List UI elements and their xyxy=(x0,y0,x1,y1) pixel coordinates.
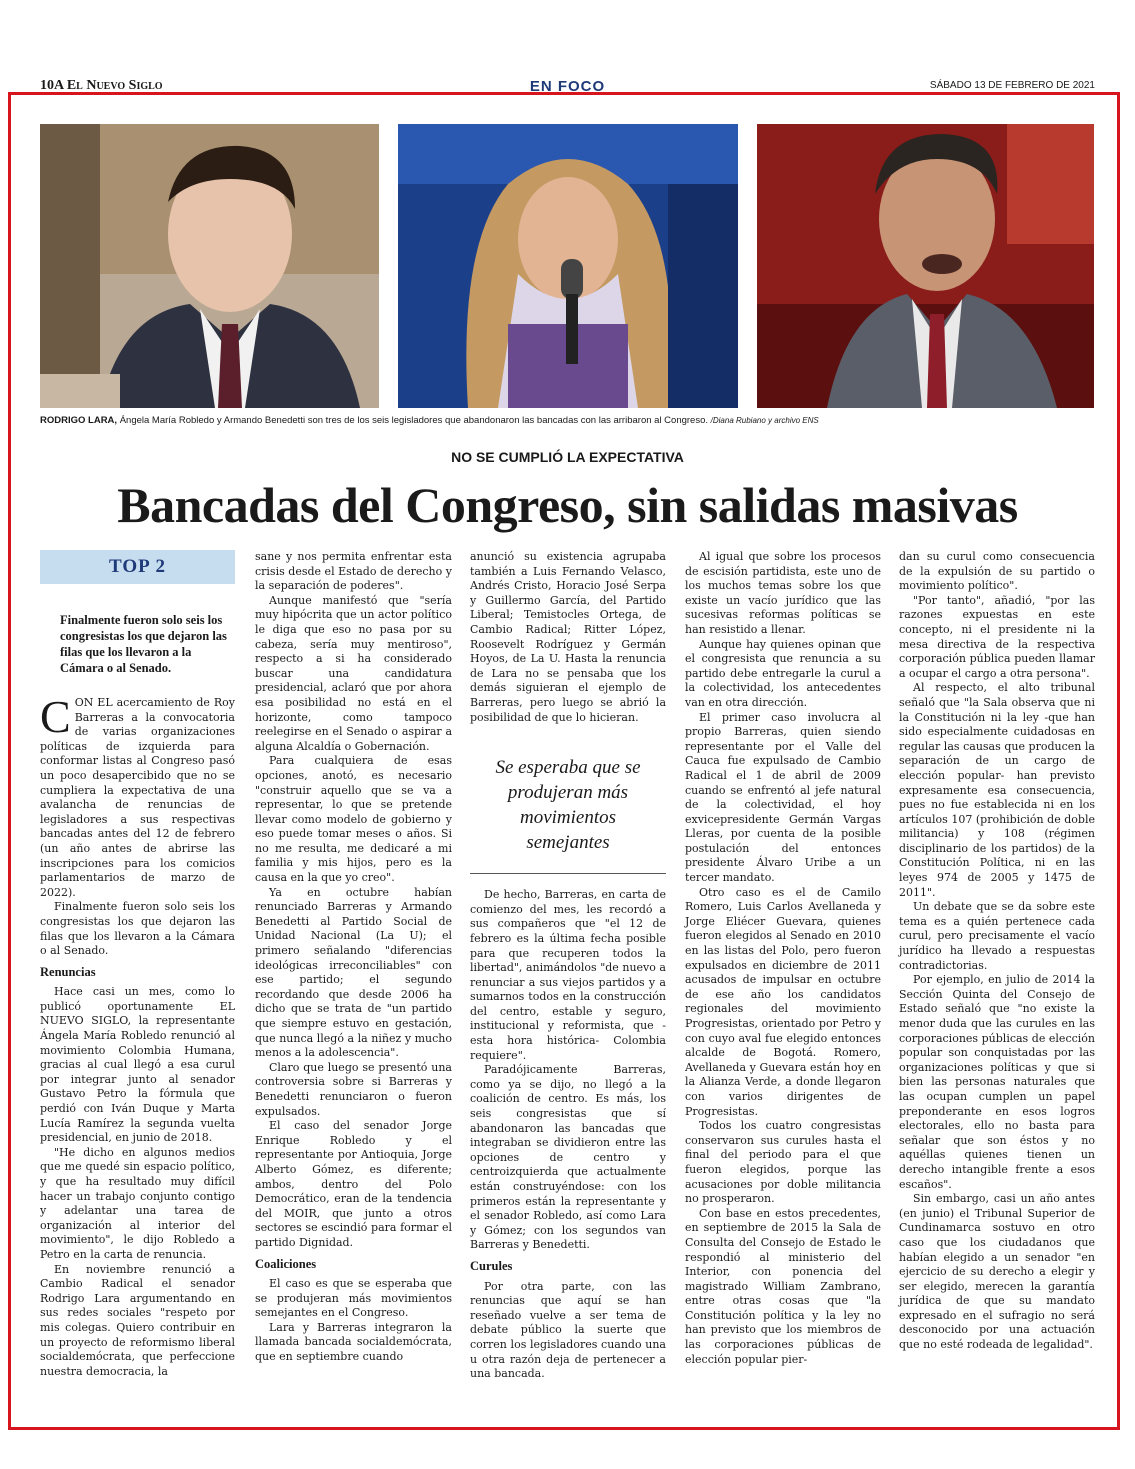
page-number: 10A xyxy=(40,78,64,93)
subhead-coaliciones: Coaliciones xyxy=(255,1256,317,1271)
paragraph: Paradójicamente Barreras, como ya se dijo, no llegó a la coalición de centro. Es más, los seis congresistas que sí abandonaron las bancadas que integraban se dividieron entre las opciones de centro y centroizquierda que actualmente están construyéndose: con los primeros están la representante y el senador Robledo, así como Lara y Gómez; con los segundos van Barreras y Benedetti. xyxy=(470,1063,666,1252)
photo-caption xyxy=(40,415,1100,426)
paragraph: Finalmente fueron solo seis los congresistas los que dejaron las filas que los llevaron a la Cámara o al Senado. xyxy=(40,900,235,958)
lede: Finalmente fueron solo seis los congresistas los que dejaron las filas que los llevaron a la Cámara o al Senado. xyxy=(60,613,227,675)
paragraph: Lara y Barreras integraron la llamada bancada socialdemócrata, que en septiembre cuando xyxy=(255,1320,452,1364)
paragraph: Al igual que sobre los procesos de escisión partidista, este uno de los muchos temas sobre los que existe un vacío jurídico que las sucesivas reformas políticas se han resistido a llenar. xyxy=(685,550,881,636)
caption-lead: RODRIGO LARA, xyxy=(40,415,118,426)
caption-credit: /Diana Rubiano y archivo ENS xyxy=(710,416,819,425)
paragraph: Hace casi un mes, como lo publicó oportunamente EL NUEVO SIGLO, la representante Ángela María Robledo renunció al movimiento Colombia Humana, gracias al cual llegó a esa curul por integrar junto al senador Gustavo Petro la fórmula que perdió con Iván Duque y Marta Lucía Ramírez la segunda vuelta presidencial, en junio de 2018. xyxy=(40,985,235,1145)
paragraph: "Por tanto", añadió, "por las razones expuestas en este concepto, ni el presidente ni la mesa directiva de la respectiva corporación pública pueden llamar a ocupar el cargo a otra persona". xyxy=(899,593,1095,680)
paragraph: dan su curul como consecuencia de la expulsión de su partido o movimiento político". xyxy=(899,550,1095,593)
dropcap: C xyxy=(40,691,71,742)
pull-quote: Se esperaba que se produjeran más movimientos semejantes xyxy=(470,737,666,874)
paragraph: Aunque manifestó que "sería muy hipócrita que un actor político le diga que eso no pasa por su cabeza, sería muy mentiroso", respecto a si ha considerado buscar una candidatura presidencial, aclaró que por ahora esa posibilidad no está en el horizonte, como tampoco reelegirse en el Senado o aspirar a alguna Alcaldía o Gobernación. xyxy=(255,593,452,753)
paragraph: anunció su existencia agrupaba también a Luis Fernando Velasco, Andrés Cristo, Horacio José Serpa y Guillermo García, del Partido Liberal; Temistocles Ortega, de Cambio Radical; Ritter López, Roosevelt Rodríguez y Germán Hoyos, de La U. Hasta la renuncia de Lara no se pensaba que los demás siguieran el ejemplo de Barreras, pero luego se abrió la posibilidad de que lo hicieran. xyxy=(470,550,666,724)
paragraph: De hecho, Barreras, en carta de comienzo del mes, les recordó a sus compañeros que "el 12 de febrero es la última fecha posible para que recuperen todos la libertad", animándolos "de nuevo a renunciar a sus viejos partidos y a sumarnos todos en la construcción del centro, estable y seguro, institucional y reformista, que -esta hora histórica- Colombia requiere". xyxy=(470,888,666,1062)
paragraph: Claro que luego se presentó una controversia sobre si Barreras y Benedetti renunciaron o fueron expulsados. xyxy=(255,1060,452,1118)
top-2-badge: TOP 2 xyxy=(40,550,235,584)
subhead-curules: Curules xyxy=(470,1258,513,1273)
paragraph: Al respecto, el alto tribunal señaló que "la Sala observa que ni la Constitución ni la ley -que han sido especialmente cuidadosas en regular las causas que producen la separación de un cargo de elección popular- han previsto expresamente esa consecuencia, pues no fue establecida ni en los artículos 107 (prohibición de doble militancia) y 108 (régimen disciplinario de los partidos) de la Constitución Política, ni en las leyes 974 de 2005 y 1475 de 2011". xyxy=(899,681,1095,899)
paragraph: "He dicho en algunos medios que me quedé sin espacio político, y que ha resultado muy difícil hacer un trabajo conjunto contigo y adelantar una tarea de organización al interior del movimiento", le dijo Robledo a Petro en la carta de renuncia. xyxy=(40,1145,235,1261)
column-5 xyxy=(899,550,1095,1353)
column-3 xyxy=(470,550,666,1382)
newspaper-name: El Nuevo Siglo xyxy=(66,78,163,93)
paragraph: Para cualquiera de esas opciones, anotó, es necesario "construir aquello que se va a representar, lo que se pretende llevar como modelo de gobierno y eso puede tomar meses o años. Si no me resulta, me dedicaré a mi familia y mis hijos, pero es la causa en la que yo creo". xyxy=(255,754,452,885)
paragraph: El caso es que se esperaba que se produjeran más movimientos semejantes en el Congreso. xyxy=(255,1277,452,1320)
intro-caps: ON EL xyxy=(74,696,113,709)
kicker: NO SE CUMPLIÓ LA EXPECTATIVA xyxy=(451,449,684,465)
paragraph: Ya en octubre habían renunciado Barreras y Armando Benedetti al Partido Social de Unidad Nacional (La U); el primero señalando "diferencias ideológicas irreconciliables" con ese partido; el segundo recordando que desde 2006 ha dicho que se trata de "un partido que siempre estuvo en gestación, que nunca llegó a la niñez y mucho menos a la adolescencia". xyxy=(255,885,452,1060)
paragraph: Un debate que se da sobre este tema es a quién pertenece cada curul, pero precisamente el vacío jurídico ha llevado a respuestas contradictorias. xyxy=(899,900,1095,972)
photo-angela-maria-robledo xyxy=(398,124,738,408)
paragraph: CON EL acercamiento de Roy Barreras a la convocatoria de varias organizaciones políticas de izquierda para conformar listas al Congreso pasó un poco desapercibido que no se cumpliera la expectativa de una avalancha de renuncias de legisladores a sus respectivas bancadas antes del 12 de febrero (un año antes de abrirse las inscripciones para los comicios parlamentarios de marzo de 2022). xyxy=(40,691,235,899)
paragraph: Por otra parte, con las renuncias que aquí se han reseñado vuelve a ser tema de debate público la suerte que corren los legisladores cuando una u otra razón deja de pertenecer a una bancada. xyxy=(470,1279,666,1381)
paragraph: En noviembre renunció a Cambio Radical el senador Rodrigo Lara argumentando en sus redes sociales "respeto por mis colegas. Quiero contribuir en un proyecto de reformismo liberal socialdemócrata, que perfeccione nuestra democracia, la xyxy=(40,1262,235,1378)
caption-text: Ángela María Robledo y Armando Benedetti son tres de los seis legisladores que abandonaron las bancadas con las arribaron al Congreso. xyxy=(119,415,709,426)
subhead-renuncias: Renuncias xyxy=(40,964,96,979)
column-4 xyxy=(685,550,881,1367)
photo-armando-benedetti xyxy=(757,124,1094,408)
section-name: EN FOCO xyxy=(529,78,606,95)
paragraph: Otro caso es el de Camilo Romero, Luis Carlos Avellaneda y Jorge Eliécer Guevara, quienes fueron elegidos al Senado en 2010 en las listas del Polo, pero fueron expulsados en diciembre de 2011 acusados de impulsar en octubre de ese año los candidatos regionales del movimiento Progresistas, orientado por Petro y con cuyo aval fue elegido entonces alcalde de Bogotá. Romero, Avellaneda y Guevara están hoy en la Alianza Verde, a donde llegaron con varios dirigentes de Progresistas. xyxy=(685,885,881,1118)
column-2 xyxy=(255,550,452,1365)
paragraph: Sin embargo, casi un año antes (en junio) el Tribunal Superior de Cundinamarca sostuvo en otro caso que los ciudadanos que habían elegido a un senador "en ejercicio de su derecho a elegir y ser elegido, merecen la garantía jurídica de que su mandato expresado en el sufragio no será desconocido por una actuación que no esté rodeada de legalidad". xyxy=(899,1192,1095,1352)
paragraph: El primer caso involucra al propio Barreras, quien siendo representante por el Valle del Cauca fue expulsado de Cambio Radical el 1 de abril de 2009 cuando se enfrentó al jefe natural de la colectividad, el hoy exvicepresidente Germán Vargas Lleras, por cuenta de la posible postulación del entonces presidente Álvaro Uribe a un tercer mandato. xyxy=(685,710,881,885)
paragraph: Aunque hay quienes opinan que el congresista que renuncia a su partido debe entregarle la curul a la colectividad, los antecedentes van en otra dirección. xyxy=(685,637,881,709)
paragraph: sane y nos permita enfrentar esta crisis desde el Estado de derecho y la separación de poderes". xyxy=(255,550,452,593)
issue-date: SÁBADO 13 DE FEBRERO DE 2021 xyxy=(929,80,1095,91)
paragraph: El caso del senador Jorge Enrique Robledo y el representante por Antioquia, Jorge Alberto Gómez, es diferente; ambos, dentro del Polo Democrático, eran de la tendencia del MOIR, que junto a otros sectores se escindió para formar el partido Dignidad. xyxy=(255,1119,452,1249)
paragraph: Todos los cuatro congresistas conservaron sus curules hasta el final del periodo para el que fueron elegidos, porque las acusaciones por doble militancia no prosperaron. xyxy=(685,1119,881,1206)
photo-rodrigo-lara xyxy=(40,124,379,408)
column-1 xyxy=(40,550,235,1379)
paragraph: Con base en estos precedentes, en septiembre de 2015 la Sala de Consulta del Consejo de Estado le respondió al ministerio del Interior, con ponencia del magistrado William Zambrano, entre otras cosas que "la Constitución política y la ley no han previsto que los miembros de las corporaciones públicas de elección popular pier- xyxy=(685,1206,881,1366)
paragraph: Por ejemplo, en julio de 2014 la Sección Quinta del Consejo de Estado señaló que "no existe la menor duda que las curules en las corporaciones públicas de elección popular son conquistadas por las organizaciones políticas y que si bien las personas naturales que las ocupan cumplen un papel preponderante en esos logros electorales, ello no basta para señalar que son éstos y no aquéllas quienes tienen un derecho intangible frente a esos escaños". xyxy=(899,973,1095,1191)
headline: Bancadas del Congreso, sin salidas masivas xyxy=(117,477,1018,533)
